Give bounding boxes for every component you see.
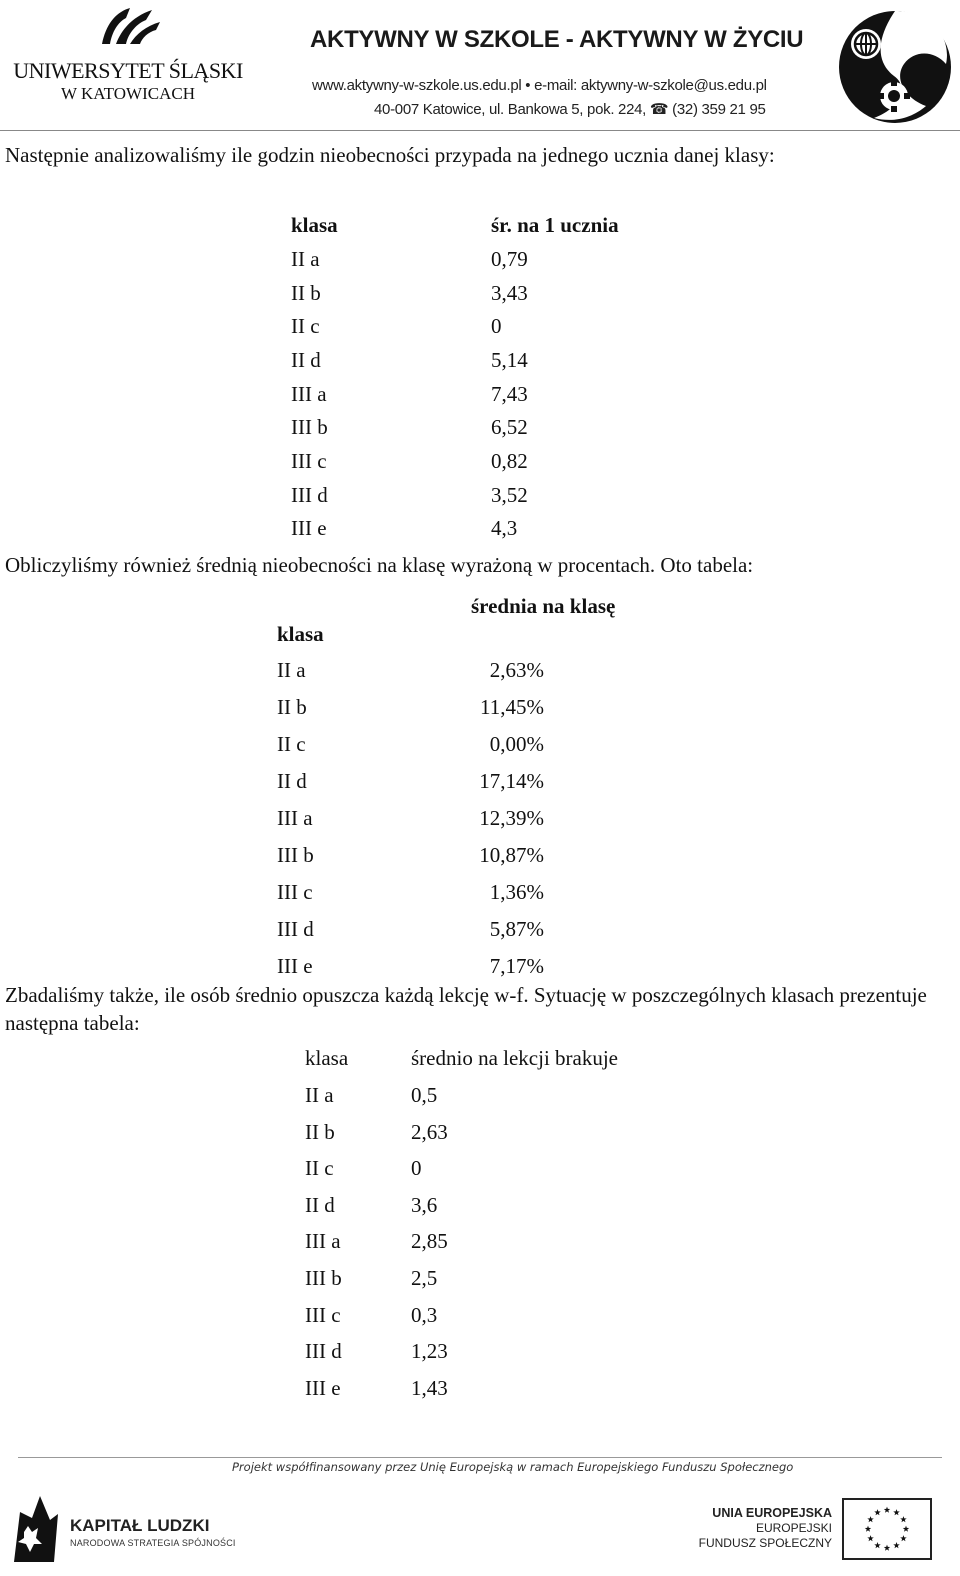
table-cell-klasa: III b xyxy=(291,415,328,439)
table1-header-klasa: klasa xyxy=(291,213,338,237)
eu-star-icon xyxy=(900,1516,906,1522)
table-cell-klasa: III c xyxy=(291,449,327,473)
table-cell-value: 5,14 xyxy=(491,348,528,372)
eu-star-icon xyxy=(865,1526,871,1532)
eu-star-icon xyxy=(893,1509,899,1515)
eu-label-line2: EUROPEJSKI xyxy=(755,1521,832,1535)
table-cell-klasa: III a xyxy=(277,806,313,830)
eu-star-icon xyxy=(900,1535,906,1541)
eu-label-line1: UNIA EUROPEJSKA xyxy=(712,1506,832,1520)
table-cell-value: 0,3 xyxy=(411,1303,438,1327)
university-city: W KATOWICACH xyxy=(61,84,195,103)
table-cell-value: 1,43 xyxy=(411,1376,448,1400)
table2-header-value: średnia na klasę xyxy=(471,594,616,618)
table-cell-klasa: II b xyxy=(305,1120,335,1144)
kapital-ludzki-subtitle: NARODOWA STRATEGIA SPÓJNOŚCI xyxy=(70,1538,236,1548)
eu-flag-icon xyxy=(842,1498,932,1560)
table-cell-klasa: III d xyxy=(291,483,328,507)
table-cell-klasa: III c xyxy=(277,880,313,904)
eu-star-icon xyxy=(874,1542,880,1548)
project-contact-address: 40-007 Katowice, ul. Bankowa 5, pok. 224, ☎ (32) 359 21 95 xyxy=(374,101,766,118)
table-cell-klasa: II a xyxy=(277,658,306,682)
table-cell-klasa: III b xyxy=(305,1266,342,1290)
table-cell-value: 0,5 xyxy=(411,1083,438,1107)
eu-label-line3: FUNDUSZ SPOŁECZNY xyxy=(698,1536,832,1550)
project-logo-icon xyxy=(834,6,956,128)
table-cell-value: 0 xyxy=(491,314,502,338)
table-cell-value: 7,17% xyxy=(489,954,544,978)
table-cell-klasa: II d xyxy=(291,348,321,372)
table-cell-klasa: III e xyxy=(305,1376,341,1400)
university-name: UNIWERSYTET ŚLĄSKI xyxy=(13,58,243,83)
kapital-ludzki-logo-icon xyxy=(10,1492,60,1564)
university-emblem-icon xyxy=(96,4,166,50)
university-logo xyxy=(8,4,248,114)
table-cell-value: 2,63 xyxy=(411,1120,448,1144)
eu-star-icon xyxy=(893,1542,899,1548)
table-cell-klasa: III b xyxy=(277,843,314,867)
table-cell-value: 0 xyxy=(411,1156,422,1180)
table-cell-klasa: III e xyxy=(277,954,313,978)
footer-funding-note: Projekt współfinansowany przez Unię Europejską w ramach Europejskiego Funduszu Społecznego xyxy=(232,1460,794,1474)
eu-label xyxy=(699,1506,832,1551)
table-cell-value: 1,36% xyxy=(489,880,544,904)
table-cell-klasa: III a xyxy=(291,382,327,406)
table-cell-klasa: II d xyxy=(305,1193,335,1217)
table-cell-klasa: III e xyxy=(291,516,327,540)
table-cell-klasa: II c xyxy=(277,732,306,756)
eu-star-icon xyxy=(884,1545,890,1551)
page-header xyxy=(0,0,960,130)
table-cell-value: 5,87% xyxy=(489,917,544,941)
table3-header-klasa: klasa xyxy=(305,1046,349,1070)
table2-header-klasa: klasa xyxy=(277,622,324,646)
project-contact-web: www.aktywny-w-szkole.us.edu.pl • e-mail: aktywny-w-szkole@us.edu.pl xyxy=(312,77,767,94)
table-cell-klasa: II c xyxy=(305,1156,334,1180)
table-cell-value: 3,6 xyxy=(411,1193,438,1217)
table-cell-klasa: II a xyxy=(291,247,320,271)
kapital-ludzki-title: KAPITAŁ LUDZKI xyxy=(70,1516,210,1535)
table-cell-value: 12,39% xyxy=(479,806,544,830)
eu-star-icon xyxy=(867,1535,873,1541)
eu-star-icon xyxy=(867,1516,873,1522)
header-divider xyxy=(0,130,960,131)
table-cell-value: 11,45% xyxy=(480,695,544,719)
table-cell-value: 10,87% xyxy=(479,843,544,867)
table-cell-klasa: III d xyxy=(277,917,314,941)
table-cell-klasa: III a xyxy=(305,1229,341,1253)
table3-header-value: średnio na lekcji brakuje xyxy=(411,1046,619,1070)
table-cell-klasa: II d xyxy=(277,769,307,793)
table-cell-value: 2,85 xyxy=(411,1229,448,1253)
table1-header-value: śr. na 1 ucznia xyxy=(491,213,619,237)
intro-paragraph-3: Zbadaliśmy także, ile osób średnio opuszcza każdą lekcję w-f. Sytuację w poszczególnych klasach prezentuje następna tabela: xyxy=(5,983,927,1035)
table-cell-klasa: III c xyxy=(305,1303,341,1327)
table-cell-value: 6,52 xyxy=(491,415,528,439)
table-cell-klasa: II b xyxy=(277,695,307,719)
project-title: AKTYWNY W SZKOLE - AKTYWNY W ŻYCIU xyxy=(310,26,804,53)
table-cell-value: 0,00% xyxy=(489,732,544,756)
intro-paragraph-2: Obliczyliśmy również średnią nieobecności na klasę wyrażoną w procentach. Oto tabela: xyxy=(5,553,754,577)
eu-star-icon xyxy=(874,1509,880,1515)
table-cell-value: 2,5 xyxy=(411,1266,438,1290)
table-cell-value: 17,14% xyxy=(479,769,544,793)
table-cell-klasa: II a xyxy=(305,1083,334,1107)
table-cell-value: 4,3 xyxy=(491,516,518,540)
table-cell-value: 3,43 xyxy=(491,281,528,305)
footer-divider xyxy=(18,1457,942,1458)
table-cell-klasa: II c xyxy=(291,314,320,338)
table-cell-value: 2,63% xyxy=(489,658,544,682)
table-cell-value: 1,23 xyxy=(411,1339,448,1363)
eu-star-icon xyxy=(903,1526,909,1532)
intro-paragraph-1: Następnie analizowaliśmy ile godzin nieobecności przypada na jednego ucznia danej klasy: xyxy=(5,143,775,167)
eu-star-icon xyxy=(884,1507,890,1513)
table-cell-klasa: III d xyxy=(305,1339,342,1363)
table-cell-value: 3,52 xyxy=(491,483,528,507)
table-cell-value: 0,82 xyxy=(491,449,528,473)
table-cell-klasa: II b xyxy=(291,281,321,305)
table-cell-value: 7,43 xyxy=(491,382,528,406)
table-cell-value: 0,79 xyxy=(491,247,528,271)
